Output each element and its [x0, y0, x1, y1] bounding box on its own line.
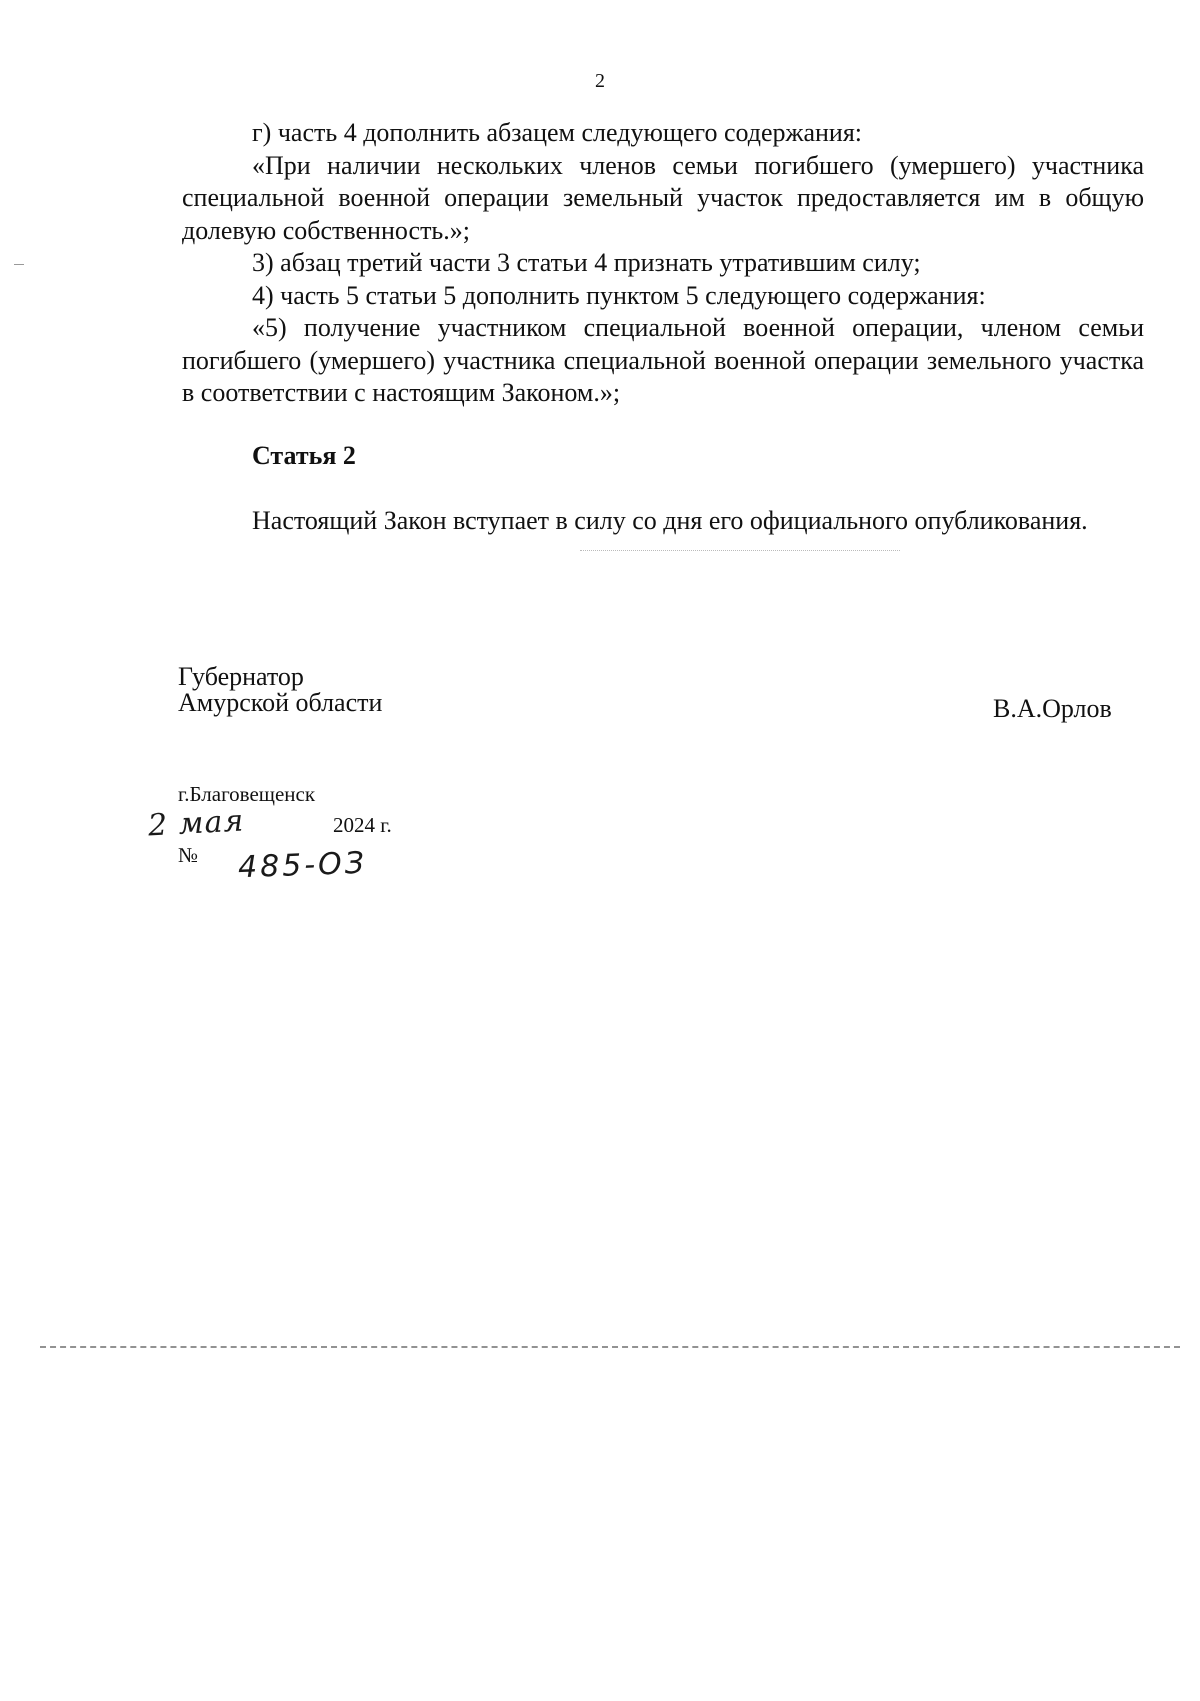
signatory-region: Амурской области	[178, 688, 383, 717]
signatory-position: Губернатор	[178, 662, 304, 691]
paragraph-quote-family-members: «При наличии нескольких членов семьи погибшего (умершего) участника специальной военной операции земельный участок предоставляется им в общую долевую собственность.»;	[182, 150, 1144, 245]
paragraph-item-g: г) часть 4 дополнить абзацем следующего содержания:	[252, 118, 863, 147]
number-sign: №	[178, 843, 199, 867]
handwritten-law-number: 485-ОЗ	[237, 845, 368, 886]
paragraph-quote-item-5: «5) получение участником специальной военной операции, членом семьи погибшего (умершего) участника специальной военной операции земельного участка в соответствии с настоящим Законом.»;	[182, 313, 1144, 407]
scan-artifact-line	[580, 550, 900, 551]
article-2-text: Настоящий Закон вступает в силу со дня его официального опубликования.	[252, 506, 1088, 535]
paragraph-item-4: 4) часть 5 статьи 5 дополнить пунктом 5 следующего содержания:	[252, 280, 986, 310]
signing-year: 2024 г.	[333, 813, 392, 837]
signatory-title	[178, 664, 382, 716]
handwritten-date: 2 мая	[147, 803, 246, 844]
place-of-signing: г.Благовещенск	[178, 782, 316, 806]
margin-mark	[14, 264, 24, 265]
article-1-continuation	[182, 117, 1144, 410]
page-number: 2	[595, 70, 605, 92]
signatory-name: В.А.Орлов	[993, 694, 1112, 723]
article-2-heading: Статья 2	[252, 441, 356, 470]
paragraph-item-3: 3) абзац третий части 3 статьи 4 признать утратившим силу;	[252, 248, 921, 277]
scan-artifact-dashed-line	[40, 1346, 1180, 1351]
